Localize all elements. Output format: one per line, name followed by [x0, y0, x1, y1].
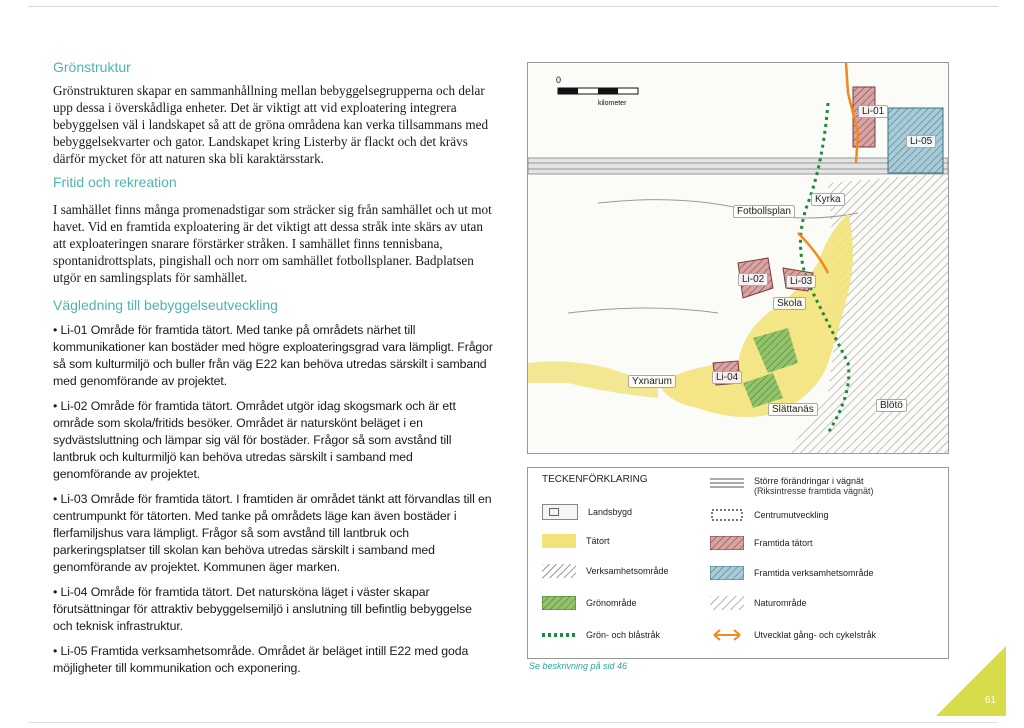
list-item: • Li-01 Område för framtida tätort. Med tanke på områdets närhet till kommunikationer kan bostäder med högre exploateringsgrad vara lämpligt. Frågor så som kulturmiljö och buller från väg E22 kan behöva utredas särskilt i samband med genomförande av projektet.	[53, 322, 493, 390]
legend-label: Tätort	[586, 536, 610, 546]
legend-label: Naturområde	[754, 598, 807, 608]
map	[527, 62, 949, 454]
centrum-swatch	[710, 508, 744, 522]
legend-label: Landsbygd	[588, 507, 633, 517]
gron-swatch	[542, 596, 576, 610]
legend-item-gron	[542, 596, 637, 610]
local-road	[568, 308, 718, 313]
heading-gronstruktur: Grönstruktur	[53, 59, 131, 75]
legend-item-framtida-verksamhet	[710, 566, 874, 580]
top-rule	[28, 6, 998, 7]
list-item: • Li-05 Framtida verksamhetsområde. Området är beläget intill E22 med goda möjligheter till kommunikation och exponering.	[53, 643, 493, 677]
verksamhet-swatch	[542, 564, 576, 578]
heading-vagledning: Vägledning till bebyggelseutveckling	[53, 297, 278, 313]
bottom-rule	[28, 722, 998, 723]
label-yxnarum: Yxnarum	[628, 375, 676, 388]
legend-item-verksamhet	[542, 564, 669, 578]
legend-note: Se beskrivning på sid 46	[529, 661, 628, 671]
landsbygd-swatch	[542, 504, 578, 520]
scale-zero: 0	[556, 75, 562, 85]
paragraph-fritid: I samhället finns många promenadstigar som sträcker sig från samhället och ut mot havet. Vid en framtida exploatering är det viktigt att dessa stråk inte skärs av utan att exploateringen snarare förstärker stråken. I samhället finns tennisbana, spontanidrottsplats, pingishall och norr om samhället fotbollsplaner. Badplatsen utgör en samlingsplats för samhället.	[53, 202, 492, 285]
label-kyrka: Kyrka	[811, 193, 845, 206]
road-e22	[528, 158, 948, 174]
legend-label-stack	[754, 476, 874, 496]
legend-label: Centrumutveckling	[754, 510, 829, 520]
list-item: • Li-04 Område för framtida tätort. Det natursköna läget i väster skapar förutsättningar för attraktiv bebyggelsemiljö i anslutning till befintlig bebyggelse och teknisk infrastruktur.	[53, 584, 493, 635]
natur-swatch	[710, 596, 744, 610]
label-fotbollsplan: Fotbollsplan	[733, 205, 795, 218]
framtida-verksamhet-swatch	[710, 566, 744, 580]
guidance-list	[53, 322, 493, 677]
legend-label: Framtida verksamhetsområde	[754, 568, 874, 578]
legend-item-landsbygd	[542, 504, 632, 520]
legend-label: Verksamhetsområde	[586, 566, 669, 576]
legend-label: Grön- och blåstråk	[586, 630, 661, 640]
legend-label: Grönområde	[586, 598, 637, 608]
double-arrow-icon	[710, 628, 744, 642]
legend-label: Utvecklat gång- och cykelstråk	[754, 630, 877, 640]
label-slattanas: Slättanäs	[768, 403, 818, 416]
heading-fritid: Fritid och rekreation	[53, 174, 177, 190]
label-li01: Li-01	[858, 105, 888, 118]
legend	[527, 467, 949, 659]
framtida-tatort-swatch	[710, 536, 744, 550]
tatort-swatch	[542, 534, 576, 548]
map-graphic	[528, 63, 948, 453]
label-bloto: Blötö	[876, 399, 907, 412]
legend-sublabel: (Riksintresse framtida vägnät)	[754, 486, 874, 496]
legend-item-gang-cykel	[710, 628, 876, 642]
legend-title: TECKENFÖRKLARING	[542, 474, 648, 485]
legend-label: Större förändringar i vägnät	[754, 476, 864, 486]
strak-swatch	[542, 628, 576, 642]
legend-item-framtida-tatort	[710, 536, 813, 550]
road-change-swatch	[710, 476, 744, 490]
legend-item-tatort	[542, 534, 610, 548]
page-number: 61	[984, 695, 996, 706]
legend-item-strak	[542, 628, 660, 642]
list-item: • Li-02 Område för framtida tätort. Området utgör idag skogsmark och är ett område som skola/fritids besöker. Området är naturskönt beläget i en sydvästsluttning och lämpar sig väl för bostäder. Frågor så som avstånd till lantbruk och kulturmiljö kan behöva utredas särskilt i samband med genomförande av projektet.	[53, 398, 493, 483]
scale-unit: kilometer	[598, 100, 627, 107]
legend-item-storre-forandring	[710, 476, 874, 496]
legend-item-natur	[710, 596, 807, 610]
text-column	[53, 58, 493, 685]
label-li03: Li-03	[786, 275, 816, 288]
legend-item-centrum	[710, 508, 829, 522]
label-li02: Li-02	[738, 273, 768, 286]
label-li05: Li-05	[906, 135, 936, 148]
label-skola: Skola	[773, 297, 806, 310]
paragraph-gronstruktur: Grönstrukturen skapar en sammanhållning mellan bebyggelsegrupperna och delar upp dessa i överskådliga enheter. Det är viktigt att vid exploatering integrera bebyggelsen väl i landskapet så att de gröna områdena kan verka tillsammans med bebyggelsekvarter och gator. Landskapet kring Listerby är flackt och det krävs därför mycket för att naturen ska bli karaktärsstark.	[53, 83, 489, 166]
list-item: • Li-03 Område för framtida tätort. I framtiden är området tänkt att förvandlas till en centrumpunkt för tätorten. Med tanke på områdets läge kan även bostäder i flerfamiljshus vara lämpligt. Frågor så som avstånd till lantbruk och parkeringsplatser till skolan kan behöva utredas särskilt i samband med genomförande av projektet. Kommunen äger marken.	[53, 491, 493, 576]
label-li04: Li-04	[712, 371, 742, 384]
legend-label: Framtida tätort	[754, 538, 813, 548]
